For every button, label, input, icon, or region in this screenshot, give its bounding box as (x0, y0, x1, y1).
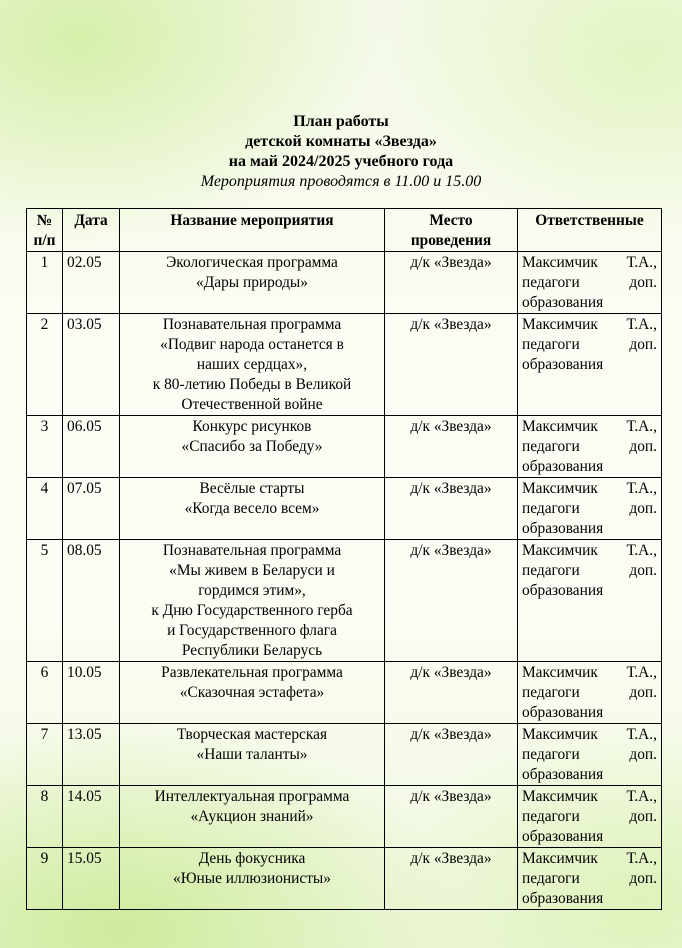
row-responsible (518, 314, 662, 416)
row-date: 02.05 (63, 252, 120, 314)
row-event-name (120, 724, 385, 786)
row-event-name (120, 252, 385, 314)
event-name-line: наших сердцах», (196, 356, 308, 373)
event-name-line: Развлекательная программа (161, 664, 343, 681)
event-name-line: «Наши таланты» (196, 746, 308, 763)
event-name-line: Республики Беларусь (181, 642, 323, 659)
event-name-line: Отечественной войне (181, 396, 323, 413)
event-name-line: «Подвиг народа останется в (160, 336, 344, 353)
row-responsible (518, 540, 662, 662)
col-place-header: Место проведения (385, 209, 518, 252)
row-date: 14.05 (63, 786, 120, 848)
row-place: д/к «Звезда» (385, 478, 518, 540)
row-place: д/к «Звезда» (385, 662, 518, 724)
row-number: 4 (27, 478, 63, 540)
row-place: д/к «Звезда» (385, 540, 518, 662)
event-name-line: Экологическая программа (166, 254, 338, 271)
row-number: 5 (27, 540, 63, 662)
row-number: 2 (27, 314, 63, 416)
table-row (27, 540, 662, 662)
responsible-line: образования (522, 458, 604, 475)
row-place: д/к «Звезда» (385, 786, 518, 848)
row-event-name (120, 848, 385, 910)
col-name-header: Название мероприятия (120, 209, 385, 252)
row-number: 1 (27, 252, 63, 314)
title-line-2: детской комнаты «Звезда» (245, 133, 437, 150)
row-responsible (518, 724, 662, 786)
responsible-line: педагоги доп. (522, 808, 657, 825)
row-date: 15.05 (63, 848, 120, 910)
event-name-line: к Дню Государственного герба (151, 602, 353, 619)
row-number: 8 (27, 786, 63, 848)
row-number: 3 (27, 416, 63, 478)
responsible-line: Максимчик Т.А., (522, 664, 657, 681)
responsible-line: образования (522, 828, 604, 845)
event-name-line: День фокусника (198, 850, 306, 867)
event-name-line: Конкурс рисунков (192, 418, 312, 435)
row-date: 03.05 (63, 314, 120, 416)
table-header-row (27, 209, 662, 252)
row-event-name (120, 478, 385, 540)
row-event-name (120, 786, 385, 848)
row-responsible (518, 786, 662, 848)
responsible-line: образования (522, 582, 604, 599)
table-row (27, 252, 662, 314)
table-row (27, 786, 662, 848)
table-row (27, 848, 662, 910)
responsible-line: Максимчик Т.А., (522, 254, 657, 271)
responsible-line: педагоги доп. (522, 336, 657, 353)
row-date: 06.05 (63, 416, 120, 478)
row-place: д/к «Звезда» (385, 724, 518, 786)
row-responsible (518, 416, 662, 478)
row-responsible (518, 662, 662, 724)
row-event-name (120, 662, 385, 724)
responsible-line: образования (522, 520, 604, 537)
row-event-name (120, 416, 385, 478)
responsible-line: педагоги доп. (522, 274, 657, 291)
event-name-line: гордимся этим», (198, 582, 306, 599)
responsible-line: педагоги доп. (522, 562, 657, 579)
row-date: 10.05 (63, 662, 120, 724)
row-responsible (518, 848, 662, 910)
row-number: 7 (27, 724, 63, 786)
event-name-line: и Государственного флага (167, 622, 337, 639)
responsible-line: Максимчик Т.А., (522, 850, 657, 867)
responsible-line: Максимчик Т.А., (522, 788, 657, 805)
row-responsible (518, 252, 662, 314)
event-name-line: Творческая мастерская (176, 726, 328, 743)
row-date: 08.05 (63, 540, 120, 662)
row-date: 13.05 (63, 724, 120, 786)
event-name-line: Весёлые старты (199, 480, 305, 497)
col-responsible-header: Ответственные (518, 209, 662, 252)
responsible-line: педагоги доп. (522, 870, 657, 887)
row-event-name (120, 540, 385, 662)
event-name-line: «Дары природы» (196, 274, 308, 291)
table-row (27, 314, 662, 416)
event-name-line: Интеллектуальная программа (154, 788, 350, 805)
event-name-line: «Спасибо за Победу» (181, 438, 323, 455)
event-name-line: Познавательная программа (162, 316, 342, 333)
schedule-note: Мероприятия проводятся в 11.00 и 15.00 (200, 173, 482, 190)
table-row (27, 662, 662, 724)
event-name-line: «Юные иллюзионисты» (173, 870, 331, 887)
title-line-1: План работы (293, 113, 389, 130)
responsible-line: образования (522, 294, 604, 311)
title-line-3: на май 2024/2025 учебного года (228, 153, 454, 170)
row-date: 07.05 (63, 478, 120, 540)
events-table (26, 208, 662, 910)
row-number: 6 (27, 662, 63, 724)
event-name-line: к 80-летию Победы в Великой (152, 376, 352, 393)
col-number-header: № п/п (27, 209, 63, 252)
event-name-line: «Аукцион знаний» (190, 808, 314, 825)
responsible-line: Максимчик Т.А., (522, 726, 657, 743)
responsible-line: Максимчик Т.А., (522, 542, 657, 559)
responsible-line: Максимчик Т.А., (522, 316, 657, 333)
row-event-name (120, 314, 385, 416)
document-header (0, 112, 682, 192)
responsible-line: Максимчик Т.А., (522, 418, 657, 435)
table-row (27, 724, 662, 786)
table-row (27, 478, 662, 540)
responsible-line: Максимчик Т.А., (522, 480, 657, 497)
responsible-line: образования (522, 766, 604, 783)
col-date-header: Дата (63, 209, 120, 252)
row-number: 9 (27, 848, 63, 910)
responsible-line: образования (522, 704, 604, 721)
row-place: д/к «Звезда» (385, 314, 518, 416)
responsible-line: образования (522, 356, 604, 373)
responsible-line: педагоги доп. (522, 684, 657, 701)
responsible-line: педагоги доп. (522, 746, 657, 763)
row-responsible (518, 478, 662, 540)
event-name-line: «Когда весело всем» (184, 500, 320, 517)
responsible-line: педагоги доп. (522, 438, 657, 455)
row-place: д/к «Звезда» (385, 848, 518, 910)
table-row (27, 416, 662, 478)
event-name-line: Познавательная программа (162, 542, 342, 559)
row-place: д/к «Звезда» (385, 252, 518, 314)
responsible-line: образования (522, 890, 604, 907)
event-name-line: «Сказочная эстафета» (179, 684, 325, 701)
row-place: д/к «Звезда» (385, 416, 518, 478)
responsible-line: педагоги доп. (522, 500, 657, 517)
event-name-line: «Мы живем в Беларуси и (169, 562, 335, 579)
